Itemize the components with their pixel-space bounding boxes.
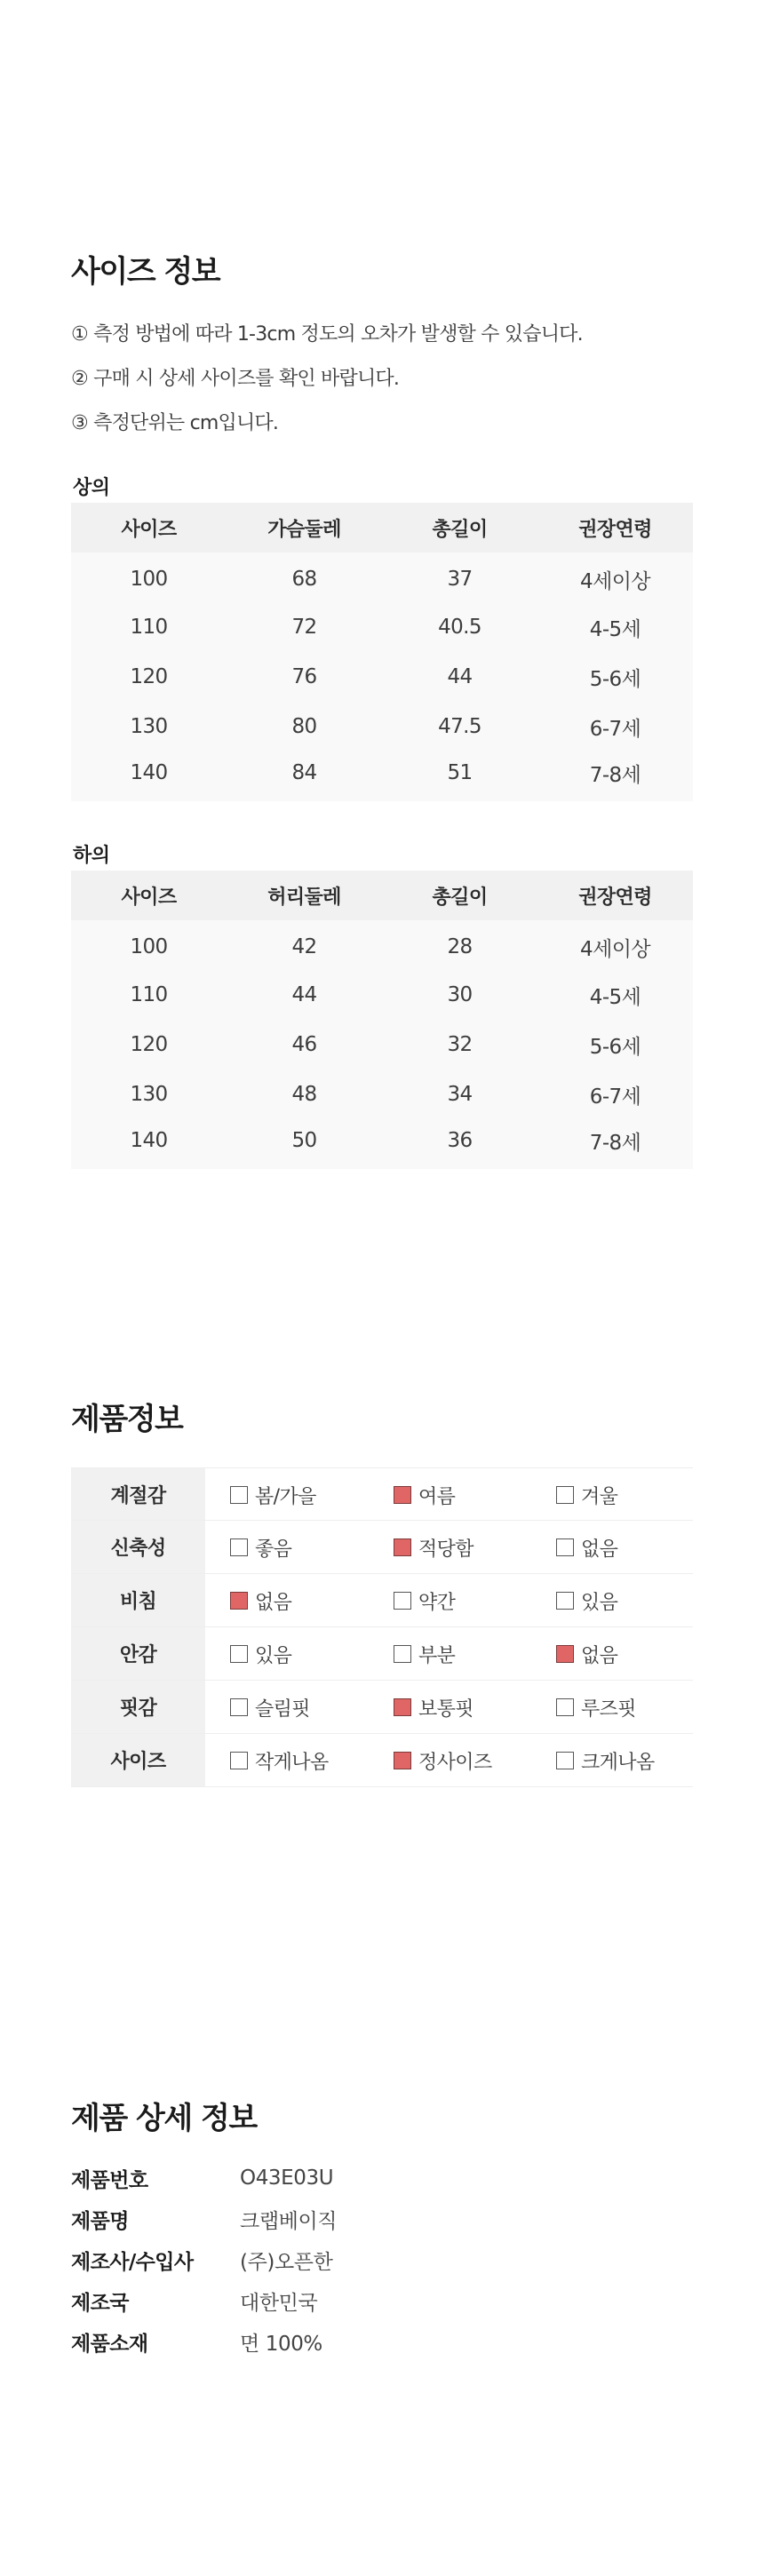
option-label: 없음 xyxy=(581,1644,618,1667)
product-info-option xyxy=(230,1681,310,1734)
table-row xyxy=(71,702,693,751)
option-label: 약간 xyxy=(418,1591,456,1614)
table-cell: 140 xyxy=(71,1119,227,1169)
product-info-option xyxy=(394,1734,492,1787)
table-cell: 44 xyxy=(382,652,537,702)
table-cell: 40.5 xyxy=(382,602,537,652)
product-detail-value: 크랩베이직 xyxy=(240,2209,338,2233)
table-cell: 50 xyxy=(227,1119,382,1169)
size-note: ③ 측정단위는 cm입니다. xyxy=(71,412,279,434)
column-header: 총길이 xyxy=(382,871,537,920)
table-cell: 30 xyxy=(382,970,537,1020)
checkbox-icon xyxy=(394,1538,411,1556)
product-info-table xyxy=(71,1467,693,1787)
table-cell: 47.5 xyxy=(382,702,537,751)
column-header: 사이즈 xyxy=(71,503,227,553)
table-cell: 48 xyxy=(227,1069,382,1119)
product-info-options xyxy=(205,1681,693,1733)
product-info-option xyxy=(230,1468,316,1522)
column-header: 허리둘레 xyxy=(227,871,382,920)
option-label: 부분 xyxy=(418,1644,456,1667)
table-header-row xyxy=(71,871,693,920)
option-label: 크게나옴 xyxy=(581,1751,655,1774)
product-detail-value: O43E03U xyxy=(240,2167,334,2190)
product-info-label: 안감 xyxy=(71,1627,205,1680)
table-cell: 4세이상 xyxy=(537,920,693,970)
table-row xyxy=(71,1069,693,1119)
column-header: 권장연령 xyxy=(537,503,693,553)
table-cell: 7-8세 xyxy=(537,751,693,801)
table-cell: 110 xyxy=(71,602,227,652)
product-info-options xyxy=(205,1734,693,1786)
table-cell: 4-5세 xyxy=(537,602,693,652)
checkbox-icon xyxy=(556,1698,574,1716)
column-header: 사이즈 xyxy=(71,871,227,920)
product-info-row xyxy=(71,1734,693,1787)
option-label: 적당함 xyxy=(418,1538,474,1561)
option-label: 있음 xyxy=(255,1644,292,1667)
table-cell: 28 xyxy=(382,920,537,970)
product-info-label: 계절감 xyxy=(71,1468,205,1520)
product-detail-label: 제품소재 xyxy=(71,2332,148,2356)
product-detail-label: 제품번호 xyxy=(71,2168,148,2192)
product-detail-row xyxy=(71,2321,693,2362)
product-detail-label: 제조사/수입사 xyxy=(71,2250,194,2274)
checkbox-icon xyxy=(230,1752,248,1769)
table-cell: 46 xyxy=(227,1020,382,1069)
table-cell: 120 xyxy=(71,1020,227,1069)
checkbox-icon xyxy=(556,1592,574,1610)
table-cell: 4세이상 xyxy=(537,553,693,602)
table-cell: 80 xyxy=(227,702,382,751)
column-header: 총길이 xyxy=(382,503,537,553)
product-info-option xyxy=(394,1468,455,1522)
product-info-row xyxy=(71,1627,693,1681)
table-cell: 76 xyxy=(227,652,382,702)
table-cell: 6-7세 xyxy=(537,1069,693,1119)
product-info-option xyxy=(394,1521,474,1574)
checkbox-icon xyxy=(230,1486,248,1504)
option-label: 없음 xyxy=(581,1538,618,1561)
product-info-options xyxy=(205,1521,693,1573)
product-detail-label: 제조국 xyxy=(71,2291,129,2315)
column-header: 가슴둘레 xyxy=(227,503,382,553)
size-note: ② 구매 시 상세 사이즈를 확인 바랍니다. xyxy=(71,368,400,390)
table-row xyxy=(71,602,693,652)
table-cell: 7-8세 xyxy=(537,1119,693,1169)
table-row xyxy=(71,553,693,602)
top-size-table xyxy=(71,503,693,801)
product-info-label: 사이즈 xyxy=(71,1734,205,1786)
product-detail-row xyxy=(71,2280,693,2321)
product-detail-value: 면 100% xyxy=(240,2332,322,2356)
option-label: 겨울 xyxy=(581,1485,618,1508)
checkbox-icon xyxy=(556,1538,574,1556)
table-row xyxy=(71,920,693,970)
product-info-row xyxy=(71,1521,693,1574)
product-info-row xyxy=(71,1467,693,1521)
top-size-caption: 상의 xyxy=(73,477,110,499)
checkbox-icon xyxy=(556,1645,574,1663)
option-label: 루즈핏 xyxy=(581,1697,636,1721)
product-info-options xyxy=(205,1574,693,1626)
table-cell: 5-6세 xyxy=(537,1020,693,1069)
table-cell: 6-7세 xyxy=(537,702,693,751)
table-cell: 36 xyxy=(382,1119,537,1169)
option-label: 여름 xyxy=(418,1485,456,1508)
product-details-title: 제품 상세 정보 xyxy=(71,2101,257,2136)
table-cell: 44 xyxy=(227,970,382,1020)
product-detail-row xyxy=(71,2198,693,2239)
checkbox-icon xyxy=(230,1592,248,1610)
checkbox-icon xyxy=(556,1752,574,1769)
bottom-size-table xyxy=(71,871,693,1169)
product-info-label: 비침 xyxy=(71,1574,205,1626)
product-info-option xyxy=(556,1681,636,1734)
product-info-option xyxy=(556,1627,617,1681)
option-label: 좋음 xyxy=(255,1538,292,1561)
option-label: 없음 xyxy=(255,1591,292,1614)
checkbox-icon xyxy=(230,1698,248,1716)
table-cell: 68 xyxy=(227,553,382,602)
table-row xyxy=(71,1020,693,1069)
table-cell: 130 xyxy=(71,1069,227,1119)
product-info-option xyxy=(394,1574,455,1627)
table-header-row xyxy=(71,503,693,553)
product-info-option xyxy=(556,1521,617,1574)
table-row xyxy=(71,652,693,702)
table-cell: 42 xyxy=(227,920,382,970)
table-cell: 140 xyxy=(71,751,227,801)
product-info-option xyxy=(394,1681,474,1734)
table-cell: 110 xyxy=(71,970,227,1020)
bottom-size-caption: 하의 xyxy=(73,845,110,867)
table-cell: 130 xyxy=(71,702,227,751)
product-info-option xyxy=(394,1627,455,1681)
checkbox-icon xyxy=(394,1698,411,1716)
product-detail-label: 제품명 xyxy=(71,2209,129,2233)
table-cell: 120 xyxy=(71,652,227,702)
table-cell: 37 xyxy=(382,553,537,602)
table-row xyxy=(71,970,693,1020)
checkbox-icon xyxy=(394,1486,411,1504)
option-label: 보통핏 xyxy=(418,1697,474,1721)
product-info-label: 신축성 xyxy=(71,1521,205,1573)
table-cell: 32 xyxy=(382,1020,537,1069)
product-info-option xyxy=(230,1574,291,1627)
checkbox-icon xyxy=(230,1538,248,1556)
checkbox-icon xyxy=(394,1592,411,1610)
table-cell: 72 xyxy=(227,602,382,652)
table-row xyxy=(71,1119,693,1169)
table-cell: 34 xyxy=(382,1069,537,1119)
option-label: 정사이즈 xyxy=(418,1751,492,1774)
table-cell: 4-5세 xyxy=(537,970,693,1020)
checkbox-icon xyxy=(394,1645,411,1663)
option-label: 있음 xyxy=(581,1591,618,1614)
product-info-row xyxy=(71,1574,693,1627)
table-cell: 100 xyxy=(71,553,227,602)
size-info-title: 사이즈 정보 xyxy=(71,254,220,290)
product-info-option xyxy=(556,1468,617,1522)
product-details-list xyxy=(71,2158,693,2362)
product-info-option xyxy=(230,1627,291,1681)
option-label: 슬림핏 xyxy=(255,1697,310,1721)
product-info-option xyxy=(230,1521,291,1574)
product-detail-value: 대한민국 xyxy=(240,2291,318,2315)
table-cell: 84 xyxy=(227,751,382,801)
product-info-options xyxy=(205,1627,693,1680)
product-detail-row xyxy=(71,2158,693,2198)
table-cell: 51 xyxy=(382,751,537,801)
table-cell: 100 xyxy=(71,920,227,970)
product-info-option xyxy=(556,1734,655,1787)
option-label: 작게나옴 xyxy=(255,1751,329,1774)
checkbox-icon xyxy=(556,1486,574,1504)
size-note: ① 측정 방법에 따라 1-3cm 정도의 오차가 발생할 수 있습니다. xyxy=(71,323,583,346)
product-info-option xyxy=(556,1574,617,1627)
checkbox-icon xyxy=(394,1752,411,1769)
product-info-label: 핏감 xyxy=(71,1681,205,1733)
checkbox-icon xyxy=(230,1645,248,1663)
product-detail-value: (주)오픈한 xyxy=(240,2250,333,2274)
product-detail-row xyxy=(71,2239,693,2280)
product-info-options xyxy=(205,1468,693,1520)
product-info-row xyxy=(71,1681,693,1734)
product-info-title: 제품정보 xyxy=(71,1402,183,1437)
table-cell: 5-6세 xyxy=(537,652,693,702)
option-label: 봄/가을 xyxy=(255,1485,316,1508)
table-row xyxy=(71,751,693,801)
size-notes xyxy=(71,313,693,446)
product-info-option xyxy=(230,1734,329,1787)
column-header: 권장연령 xyxy=(537,871,693,920)
